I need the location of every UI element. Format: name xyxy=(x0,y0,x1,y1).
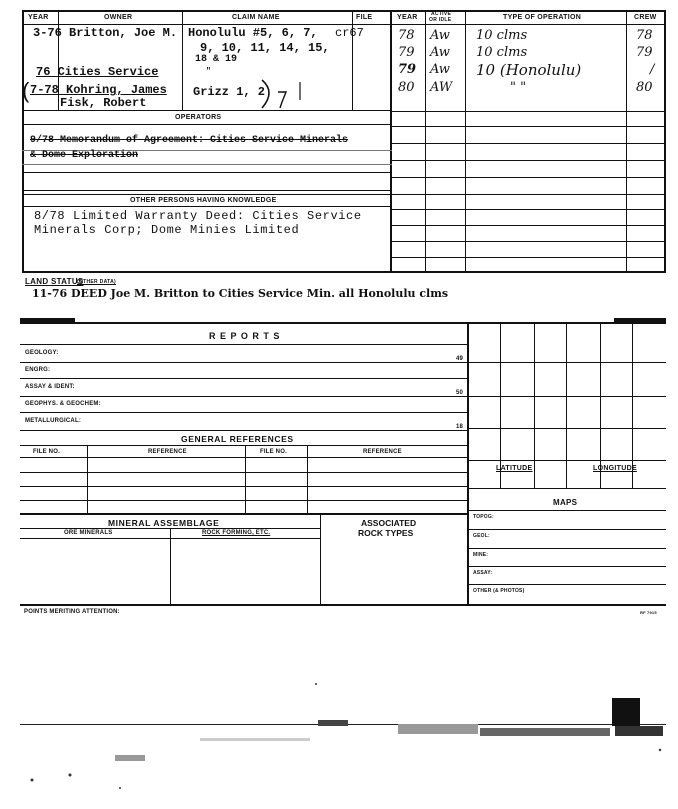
operators-line: 9/78 Memorandum of Agreement: Cities Service Minerals xyxy=(30,135,349,146)
land-status-text: 11-76 DEED Joe M. Britton to Cities Service Min. all Honolulu clms xyxy=(32,287,449,300)
op-year: 80 xyxy=(398,80,415,95)
maps-row: ASSAY: xyxy=(473,570,493,576)
ore-minerals-header: ORE MINERALS xyxy=(64,530,113,536)
report-num: 50 xyxy=(456,390,464,396)
report-label: METALLURGICAL: xyxy=(25,418,82,424)
header-type-of-operation: TYPE OF OPERATION xyxy=(503,14,582,21)
claim-row: 9, 10, 11, 14, 15, xyxy=(200,41,330,55)
points-meriting-attention: POINTS MERITING ATTENTION: xyxy=(24,609,120,615)
form-number: RF 7915 xyxy=(640,610,657,615)
op-year: 78 xyxy=(398,28,415,43)
header-claim-name: CLAIM NAME xyxy=(232,14,280,21)
maps-row: GEOL: xyxy=(473,533,490,539)
report-label: GEOPHYS. & GEOCHEM: xyxy=(25,401,101,407)
owner-row: 3-76 Britton, Joe M. xyxy=(33,26,178,40)
longitude-label: LONGITUDE xyxy=(593,465,637,472)
op-year: 79 xyxy=(398,45,415,60)
op-year: 79 xyxy=(398,62,417,77)
other-persons-line: 8/78 Limited Warranty Deed: Cities Service xyxy=(34,209,362,223)
op-type: " " xyxy=(510,80,527,95)
associated-label: ASSOCIATED xyxy=(361,518,417,528)
op-active: Aw xyxy=(430,62,450,77)
op-type: 10 clms xyxy=(476,28,528,43)
header-active: ACTIVE xyxy=(431,11,452,17)
scan-noise xyxy=(0,680,678,809)
op-type: 10 (Honolulu) xyxy=(476,61,582,79)
ref-reference-header: REFERENCE xyxy=(148,449,187,455)
claim-row: 18 & 19 xyxy=(195,54,238,65)
report-num: 18 xyxy=(456,424,464,430)
maps-title: MAPS xyxy=(553,498,578,507)
other-persons-line: Minerals Corp; Dome Minies Limited xyxy=(34,223,300,237)
file-value: cr67 xyxy=(335,26,364,40)
brace-mark xyxy=(260,78,310,114)
op-type: 10 clms xyxy=(476,45,528,60)
header-crew: CREW xyxy=(634,14,657,21)
maps-row: MINE: xyxy=(473,552,489,558)
claim-row: Grizz 1, 2 xyxy=(193,85,266,99)
mineral-title: MINERAL ASSEMBLAGE xyxy=(108,518,220,528)
ref-file-no-header: FILE NO. xyxy=(260,449,287,455)
header-or-idle: OR IDLE xyxy=(429,17,452,23)
operators-title: OPERATORS xyxy=(175,114,222,121)
owner-row: 7-78 Kohring, James xyxy=(30,83,167,97)
land-status-label: LAND STATUS xyxy=(25,277,84,286)
rock-forming-header: ROCK FORMING, ETC. xyxy=(202,530,271,536)
report-label: ASSAY & IDENT: xyxy=(25,384,75,390)
operators-line: & Dome Exploration xyxy=(30,150,139,161)
reports-title: R E P O R T S xyxy=(209,331,281,341)
ref-file-no-header: FILE NO. xyxy=(33,449,60,455)
claim-row: " xyxy=(206,67,211,76)
bracket-mark: ( xyxy=(22,78,30,103)
maps-row: TOPOG: xyxy=(473,514,494,520)
owner-row: 76 Cities Service xyxy=(36,65,159,79)
report-num: 49 xyxy=(456,356,464,362)
op-crew: 80 xyxy=(636,80,653,95)
ref-reference-header: REFERENCE xyxy=(363,449,402,455)
report-label: GEOLOGY: xyxy=(25,350,59,356)
claim-row: Honolulu #5, 6, 7, xyxy=(188,26,318,40)
rock-types-label: ROCK TYPES xyxy=(358,528,414,538)
latitude-label: LATITUDE xyxy=(496,465,533,472)
header-year-2: YEAR xyxy=(397,14,418,21)
header-owner: OWNER xyxy=(104,14,133,21)
other-persons-title: OTHER PERSONS HAVING KNOWLEDGE xyxy=(130,197,277,204)
report-label: ENGRG: xyxy=(25,367,51,373)
land-status-sublabel: (OTHER DATA) xyxy=(77,279,116,285)
op-active: Aw xyxy=(430,28,450,43)
op-active: Aw xyxy=(430,45,450,60)
maps-row: OTHER (& PHOTOS) xyxy=(473,588,525,594)
general-refs-title: GENERAL REFERENCES xyxy=(181,434,294,444)
op-crew: 79 xyxy=(636,45,653,60)
op-crew: 78 xyxy=(636,28,653,43)
header-file: FILE xyxy=(356,14,373,21)
op-active: AW xyxy=(430,80,453,95)
header-year: YEAR xyxy=(28,14,49,21)
op-crew: / xyxy=(650,62,655,77)
owner-row: Fisk, Robert xyxy=(60,96,147,110)
